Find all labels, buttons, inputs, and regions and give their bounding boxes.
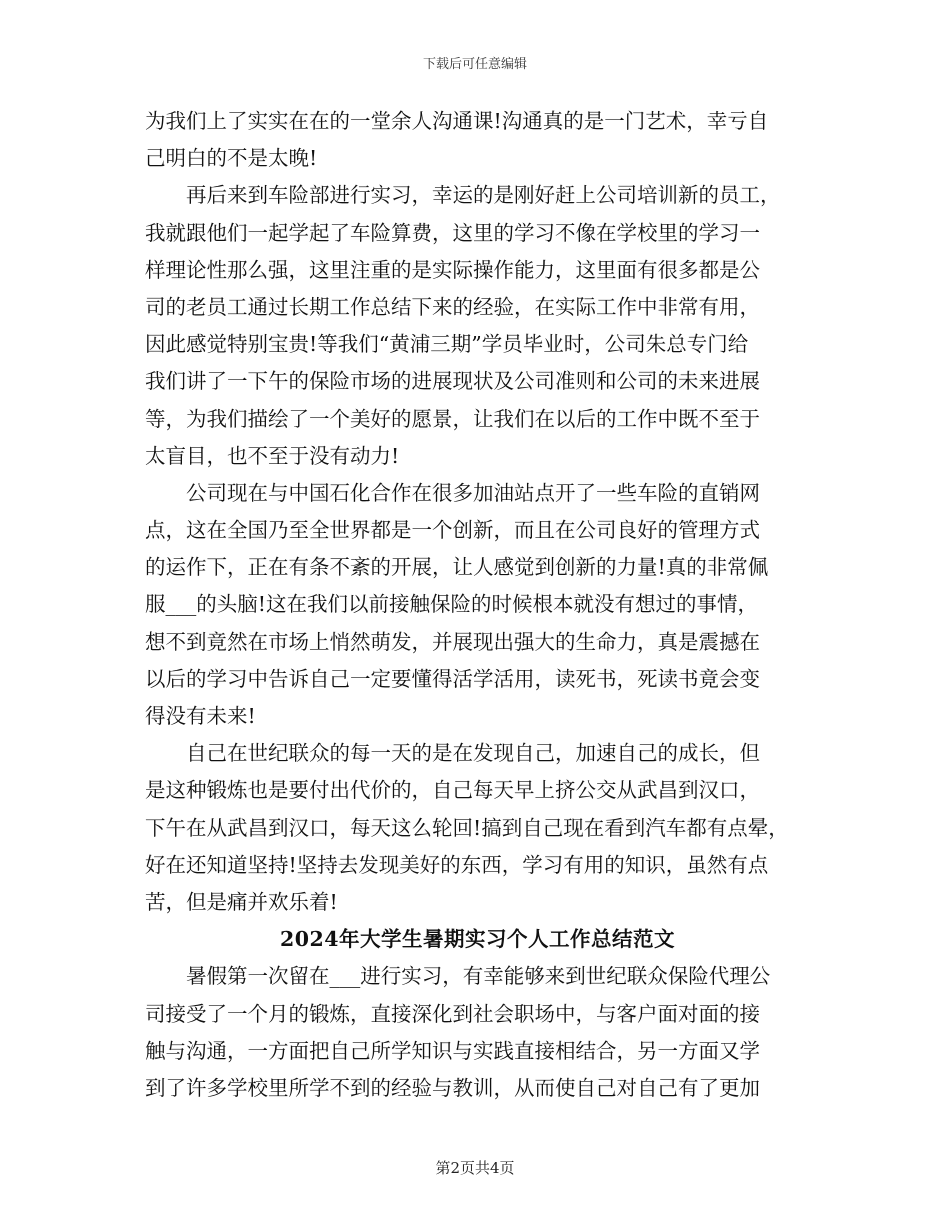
text-line: 好在还知道坚持!坚持去发现美好的东西，学习有用的知识，虽然有点	[145, 852, 769, 877]
page-number: 第2页共4页	[435, 1159, 515, 1177]
text-line: 触与沟通，一方面把自己所学知识与实践直接相结合，另一方面又学	[145, 1038, 760, 1063]
text-line: 想不到竟然在市场上悄然萌发，并展现出强大的生命力，真是震撼在	[145, 629, 760, 654]
text-line: 服___的头脑!这在我们以前接触保险的时候根本就没有想过的事情，	[145, 592, 758, 617]
text-line: 苦，但是痛并欢乐着!	[145, 889, 338, 914]
text-line: 等，为我们描绘了一个美好的愿景，让我们在以后的工作中既不至于	[145, 406, 760, 431]
text-line: 自己在世纪联众的每一天的是在发现自己，加速自己的成长，但	[186, 741, 760, 766]
text-line: 点，这在全国乃至全世界都是一个创新，而且在公司良好的管理方式	[145, 518, 760, 543]
text-line: 因此感觉特别宝贵!等我们“黄浦三期”学员毕业时，公司朱总专门给	[145, 332, 749, 357]
text-line: 我们讲了一下午的保险市场的进展现状及公司准则和公司的未来进展	[145, 369, 760, 394]
document-body	[145, 103, 810, 1107]
section-heading: 2024年大学生暑期实习个人工作总结范文	[279, 927, 676, 952]
text-line: 再后来到车险部进行实习，幸运的是刚好赶上公司培训新的员工，	[186, 183, 781, 208]
text-line: 样理论性那么强，这里注重的是实际操作能力，这里面有很多都是公	[145, 257, 760, 282]
text-line: 太盲目，也不至于没有动力!	[145, 443, 400, 468]
text-line: 司的老员工通过长期工作总结下来的经验，在实际工作中非常有用，	[145, 294, 760, 319]
text-line: 下午在从武昌到汉口，每天这么轮回!搞到自己现在看到汽车都有点晕，	[145, 815, 789, 840]
text-line: 是这种锻炼也是要付出代价的，自己每天早上挤公交从武昌到汉口，	[145, 778, 760, 803]
page-header-note: 下载后可任意编辑	[422, 57, 527, 72]
text-line: 公司现在与中国石化合作在很多加油站点开了一些车险的直销网	[186, 480, 760, 505]
text-line: 己明白的不是太晚!	[145, 146, 318, 171]
text-line: 的运作下，正在有条不紊的开展，让人感觉到创新的力量!真的非常佩	[145, 555, 769, 580]
text-line: 为我们上了实实在在的一堂余人沟通课!沟通真的是一门艺术，幸亏自	[145, 109, 769, 133]
text-line: 到了许多学校里所学不到的经验与教训，从而使自己对自己有了更加	[145, 1075, 760, 1100]
text-line: 暑假第一次留在___进行实习，有幸能够来到世纪联众保险代理公	[186, 964, 771, 989]
text-line: 以后的学习中告诉自己一定要懂得活学活用，读死书，死读书竟会变	[145, 666, 760, 691]
text-line: 司接受了一个月的锻炼，直接深化到社会职场中，与客户面对面的接	[145, 1001, 760, 1026]
text-line: 我就跟他们一起学起了车险算费，这里的学习不像在学校里的学习一	[145, 220, 760, 245]
text-line: 得没有未来!	[145, 704, 256, 728]
